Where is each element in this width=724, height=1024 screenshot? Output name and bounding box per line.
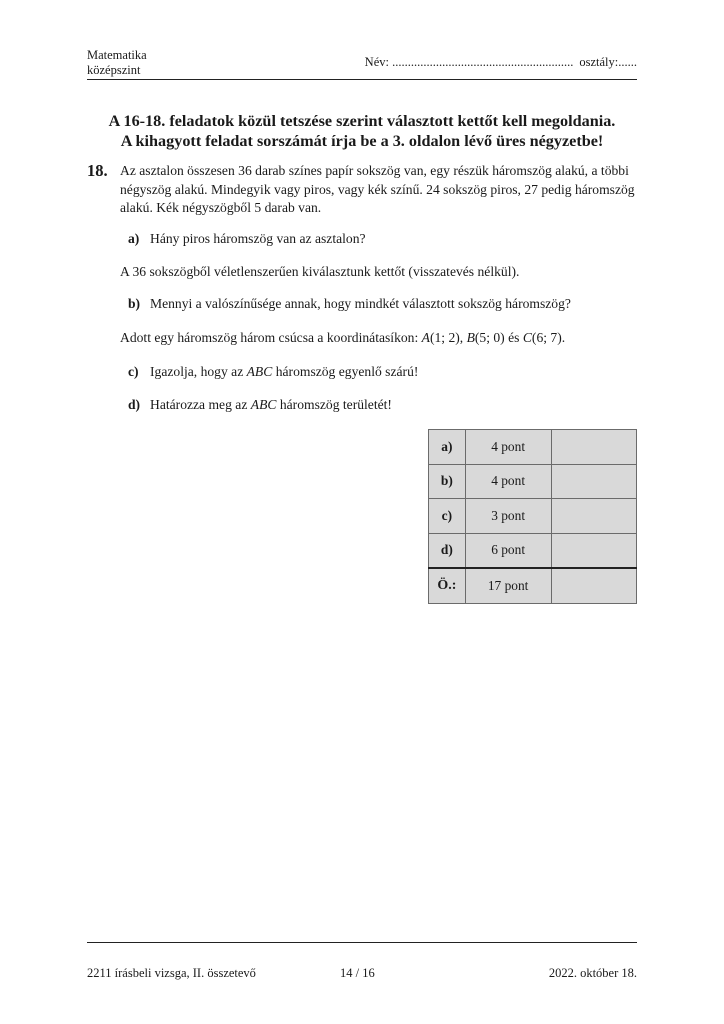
score-row-points: 4 pont: [465, 464, 551, 499]
instructions: [87, 111, 637, 151]
score-row-blank-cell: [551, 464, 636, 499]
score-row-c: [429, 499, 637, 534]
level-label: középszint: [87, 63, 141, 77]
vertex-b-coord: (5; 0) és: [474, 330, 523, 345]
score-row-a: [429, 430, 637, 465]
score-row-points: 6 pont: [465, 533, 551, 568]
instruction-line-2: A kihagyott feladat sorszámát írja be a 3. oldalon lévő üres négyzetbe!: [120, 132, 604, 150]
part-c-before: Igazolja, hogy az: [150, 364, 247, 379]
part-c-after: háromszög egyenlő szárú!: [272, 364, 419, 379]
part-b-text: Mennyi a valószínűsége annak, hogy mindkét választott sokszög háromszög?: [150, 296, 571, 311]
footer-date: 2022. október 18.: [548, 966, 637, 980]
score-row-b: [429, 464, 637, 499]
vertex-a: A: [421, 330, 430, 345]
name-field: Név: ..........................................................: [364, 55, 574, 69]
score-row-label: a): [429, 430, 466, 465]
score-row-blank-cell: [551, 533, 636, 568]
part-c-abc: ABC: [246, 364, 273, 379]
footer-exam: 2211 írásbeli vizsga, II. összetevő: [87, 966, 256, 980]
score-total-label: Ö.:: [429, 568, 466, 603]
score-row-blank-cell: [551, 430, 636, 465]
context-cd: [120, 330, 565, 346]
subject-label: Matematika: [87, 48, 147, 62]
part-d: [128, 397, 392, 413]
part-d-label: d): [128, 397, 141, 412]
part-c-label: c): [128, 364, 139, 379]
score-row-points: 4 pont: [465, 430, 551, 465]
part-c: [128, 364, 418, 380]
score-row-blank-cell: [551, 499, 636, 534]
vertex-c-coord: (6; 7).: [531, 330, 566, 345]
header-subject-block: [87, 48, 147, 78]
vertex-a-coord: (1; 2),: [429, 330, 467, 345]
part-b: [128, 296, 571, 312]
context-cd-before: Adott egy háromszög három csúcsa a koordinátasíkon:: [120, 330, 422, 345]
header-divider: [87, 79, 637, 80]
footer-divider: [87, 942, 637, 943]
score-row-points: 3 pont: [465, 499, 551, 534]
score-total-points: 17 pont: [465, 568, 551, 603]
part-a-text: Hány piros háromszög van az asztalon?: [150, 231, 366, 246]
part-a-label: a): [128, 231, 140, 246]
score-row-d: [429, 533, 637, 568]
score-row-total: [429, 568, 637, 603]
score-row-label: b): [429, 464, 466, 499]
vertex-c: C: [522, 330, 532, 345]
question-intro: Az asztalon összesen 36 darab színes papír sokszög van, egy részük háromszög alakú, a többi négyszög alakú. Mindegyik vagy piros, vagy kék színű. 24 sokszög piros, 27 pedig háromszög alakú. Kék négyszögből 5 darab van.: [120, 163, 635, 215]
context-b: A 36 sokszögből véletlenszerűen kiválasztunk kettőt (visszatevés nélkül).: [120, 264, 520, 279]
part-d-before: Határozza meg az: [150, 397, 251, 412]
question-number: 18.: [87, 161, 108, 180]
footer-page-number: 14 / 16: [340, 966, 375, 980]
score-table: [428, 429, 637, 604]
part-d-after: háromszög területét!: [276, 397, 392, 412]
class-field: osztály:......: [579, 55, 637, 69]
score-row-label: c): [429, 499, 466, 534]
instruction-line-1: A 16-18. feladatok közül tetszése szerint választott kettőt kell megoldania.: [108, 112, 616, 130]
score-row-label: d): [429, 533, 466, 568]
header-name-class-block: [365, 55, 637, 70]
part-d-abc: ABC: [250, 397, 277, 412]
part-a: [128, 231, 366, 247]
score-total-blank-cell: [551, 568, 636, 603]
vertex-b: B: [466, 330, 475, 345]
part-b-label: b): [128, 296, 141, 311]
